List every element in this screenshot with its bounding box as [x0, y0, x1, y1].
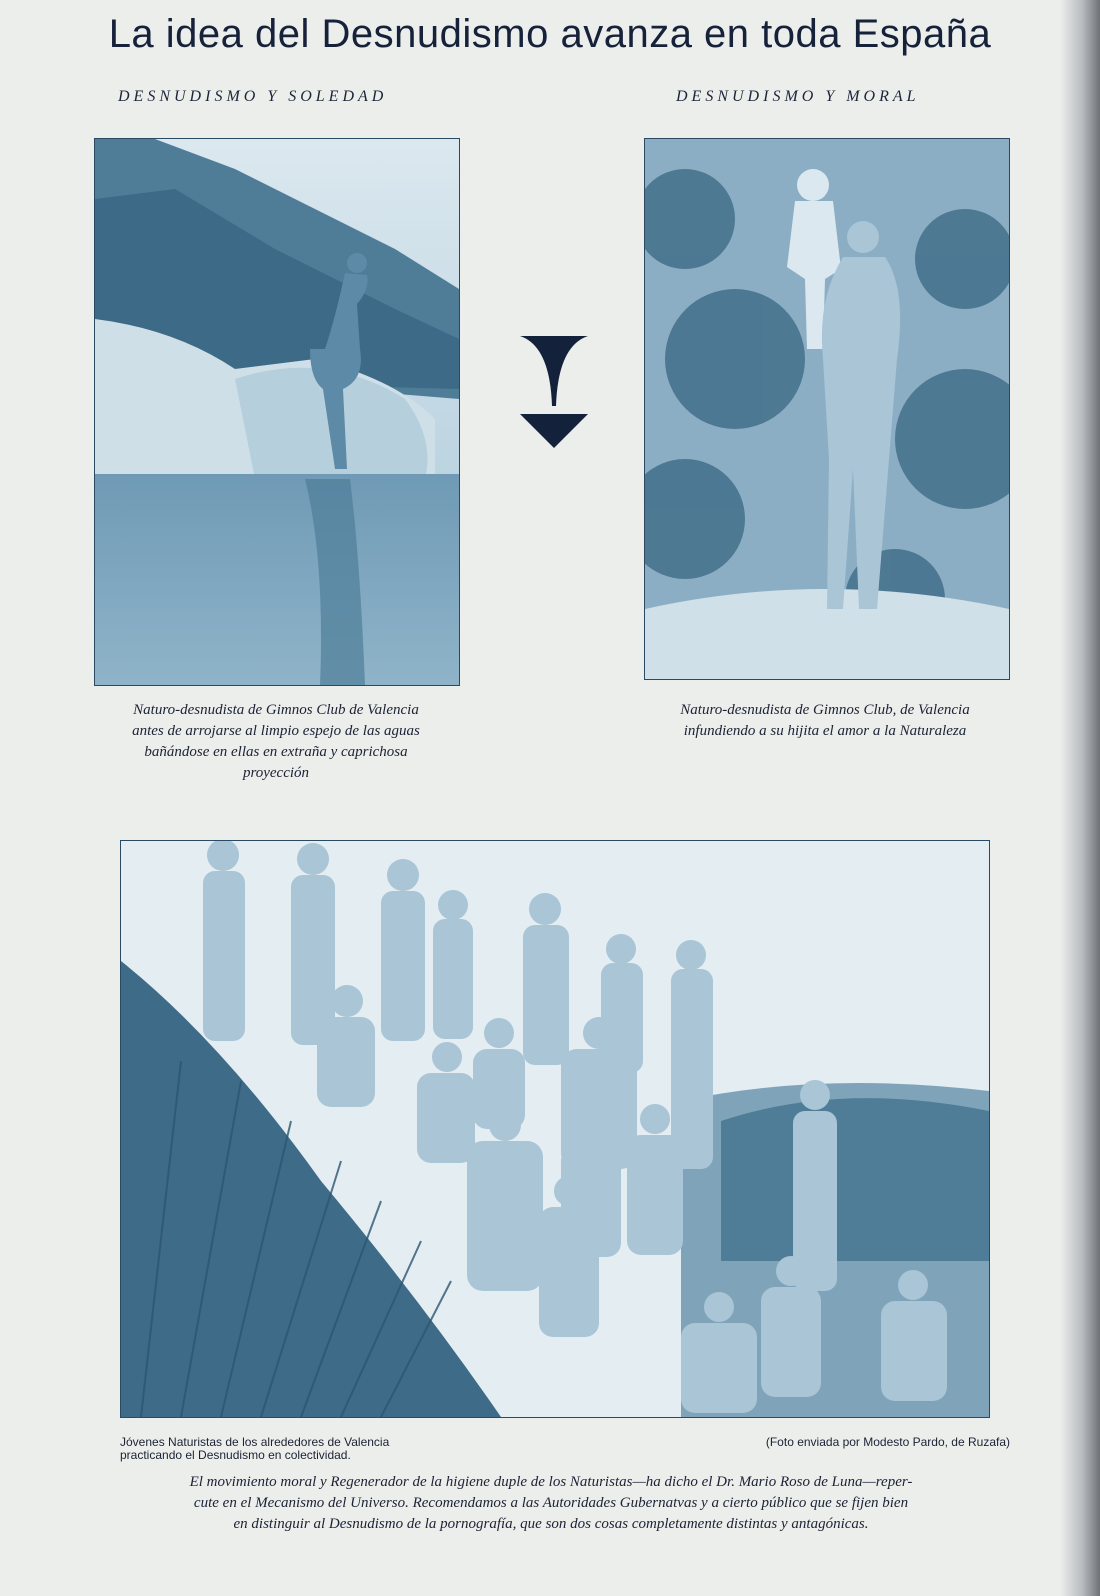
page-edge-shadow	[1060, 0, 1100, 1596]
caption-line: Naturo-desnudista de Gimnos Club, de Valencia	[680, 702, 970, 718]
photo-man-on-rock	[94, 138, 460, 686]
photo-man-with-child	[644, 138, 1010, 680]
photo1-caption	[94, 700, 458, 784]
closing-line: El movimiento moral y Regenerador de la higiene duple de los Naturistas—ha dicho el Dr. Mario Roso de Luna—reper-	[189, 1474, 913, 1490]
closing-paragraph	[70, 1472, 1032, 1535]
photo-group-naturists	[120, 840, 990, 1418]
photo2-caption	[630, 700, 1020, 742]
section-heading-soledad: DESNUDISMO Y SOLEDAD	[118, 88, 388, 105]
closing-line: cute en el Mecanismo del Universo. Recomendamos a las Autoridades Gubernatvas y a cierto público que se fijen bien	[193, 1495, 909, 1511]
caption-line: bañándose en ellas en extraña y caprichosa	[144, 744, 408, 760]
caption-line: proyección	[242, 765, 310, 781]
group-caption-left	[120, 1436, 450, 1462]
caption-line: Jóvenes Naturistas de los alrededores de Valencia	[120, 1435, 390, 1449]
caption-line: practicando el Desnudismo en colectividad.	[120, 1448, 351, 1462]
caption-line: infundiendo a su hijita el amor a la Naturaleza	[683, 723, 967, 739]
caption-line: Naturo-desnudista de Gimnos Club de Valencia	[133, 702, 419, 718]
section-heading-moral: DESNUDISMO Y MORAL	[676, 88, 920, 105]
caption-line: antes de arrojarse al limpio espejo de las aguas	[132, 723, 420, 739]
ornament-arrow-icon	[518, 336, 590, 452]
page-title: La idea del Desnudismo avanza en toda España	[108, 12, 992, 56]
photo-credit: (Foto enviada por Modesto Pardo, de Ruzafa)	[765, 1435, 1010, 1449]
closing-line: en distinguir al Desnudismo de la pornografía, que son dos cosas completamente distintas y antagónicas.	[233, 1516, 869, 1532]
